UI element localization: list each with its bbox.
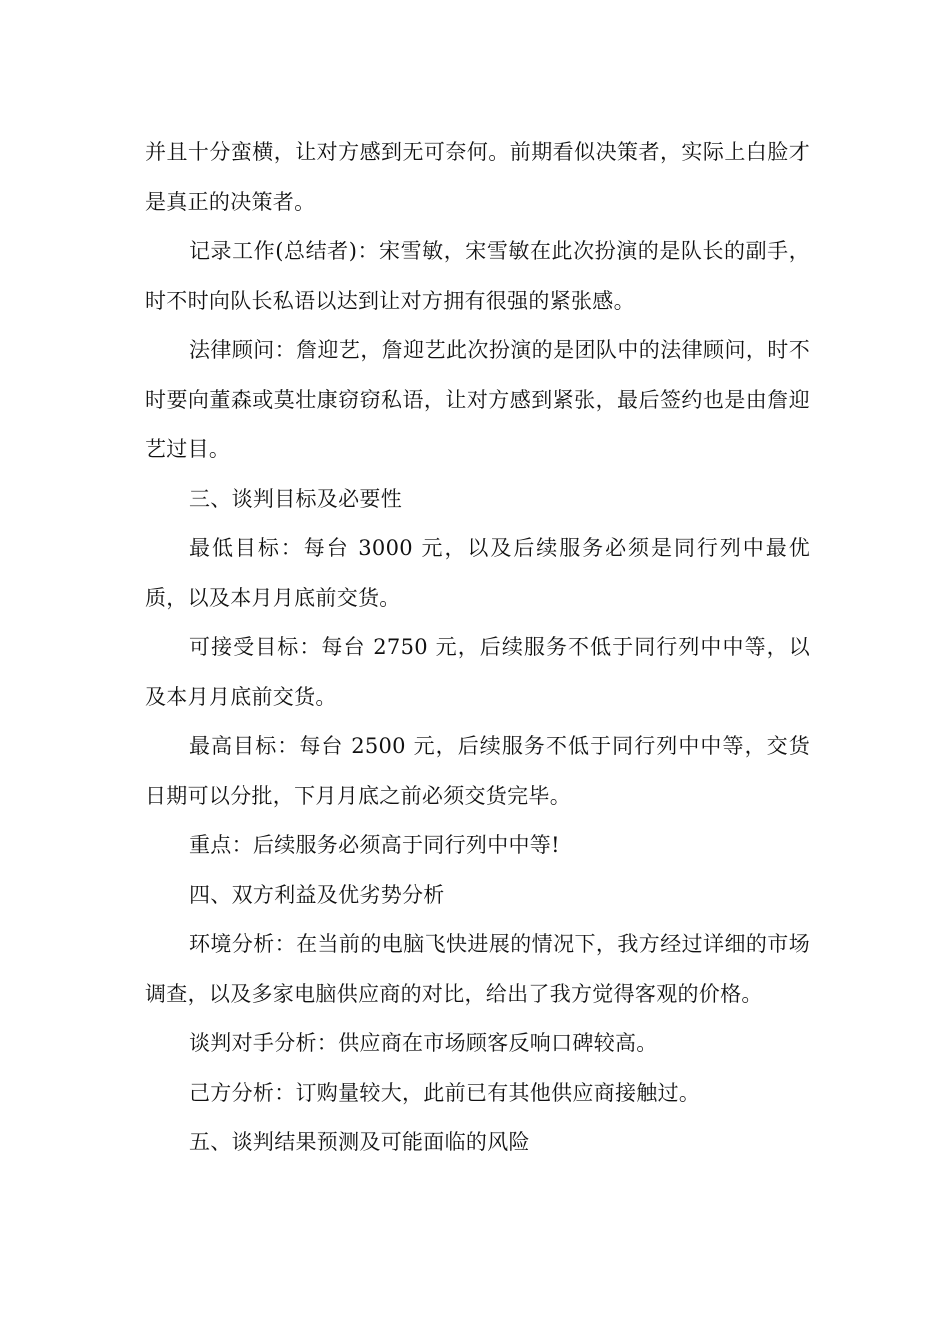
paragraph-opponent-analysis: 谈判对手分析：供应商在市场顾客反响口碑较高。 xyxy=(189,1031,658,1055)
paragraph-highest-goal: 最高目标：每台 2500 元，后续服务不低于同行列中中等，交货日期可以分批，下月月底之前必须交货完毕。 xyxy=(145,734,810,808)
section-heading-risks: 五、谈判结果预测及可能面临的风险 xyxy=(189,1130,530,1154)
paragraph-minimum-goal: 最低目标：每台 3000 元，以及后续服务必须是同行列中最优质，以及本月月底前交货。 xyxy=(145,536,810,610)
paragraph-recorder-role: 记录工作(总结者)：宋雪敏，宋雪敏在此次扮演的是队长的副手，时不时向队长私语以达到让对方拥有很强的紧张感。 xyxy=(145,239,810,313)
section-heading-analysis: 四、双方利益及优劣势分析 xyxy=(189,882,445,907)
paragraph-role-continuation: 并且十分蛮横，让对方感到无可奈何。前期看似决策者，实际上白脸才是真正的决策者。 xyxy=(145,140,810,214)
paragraph-environment-analysis: 环境分析：在当前的电脑飞快进展的情况下，我方经过详细的市场调查，以及多家电脑供应商的对比，给出了我方觉得客观的价格。 xyxy=(145,932,810,1006)
document-body xyxy=(145,128,810,1168)
paragraph-legal-advisor-role: 法律顾问：詹迎艺，詹迎艺此次扮演的是团队中的法律顾问，时不时要向董森或莫壮康窃窃私语，让对方感到紧张，最后签约也是由詹迎艺过目。 xyxy=(145,338,810,461)
paragraph-acceptable-goal: 可接受目标：每台 2750 元，后续服务不低于同行列中中等，以及本月月底前交货。 xyxy=(145,635,810,709)
paragraph-self-analysis: 己方分析：订购量较大，此前已有其他供应商接触过。 xyxy=(189,1080,701,1105)
paragraph-key-point: 重点：后续服务必须高于同行列中中等! xyxy=(189,833,560,857)
section-heading-goals: 三、谈判目标及必要性 xyxy=(189,486,402,511)
